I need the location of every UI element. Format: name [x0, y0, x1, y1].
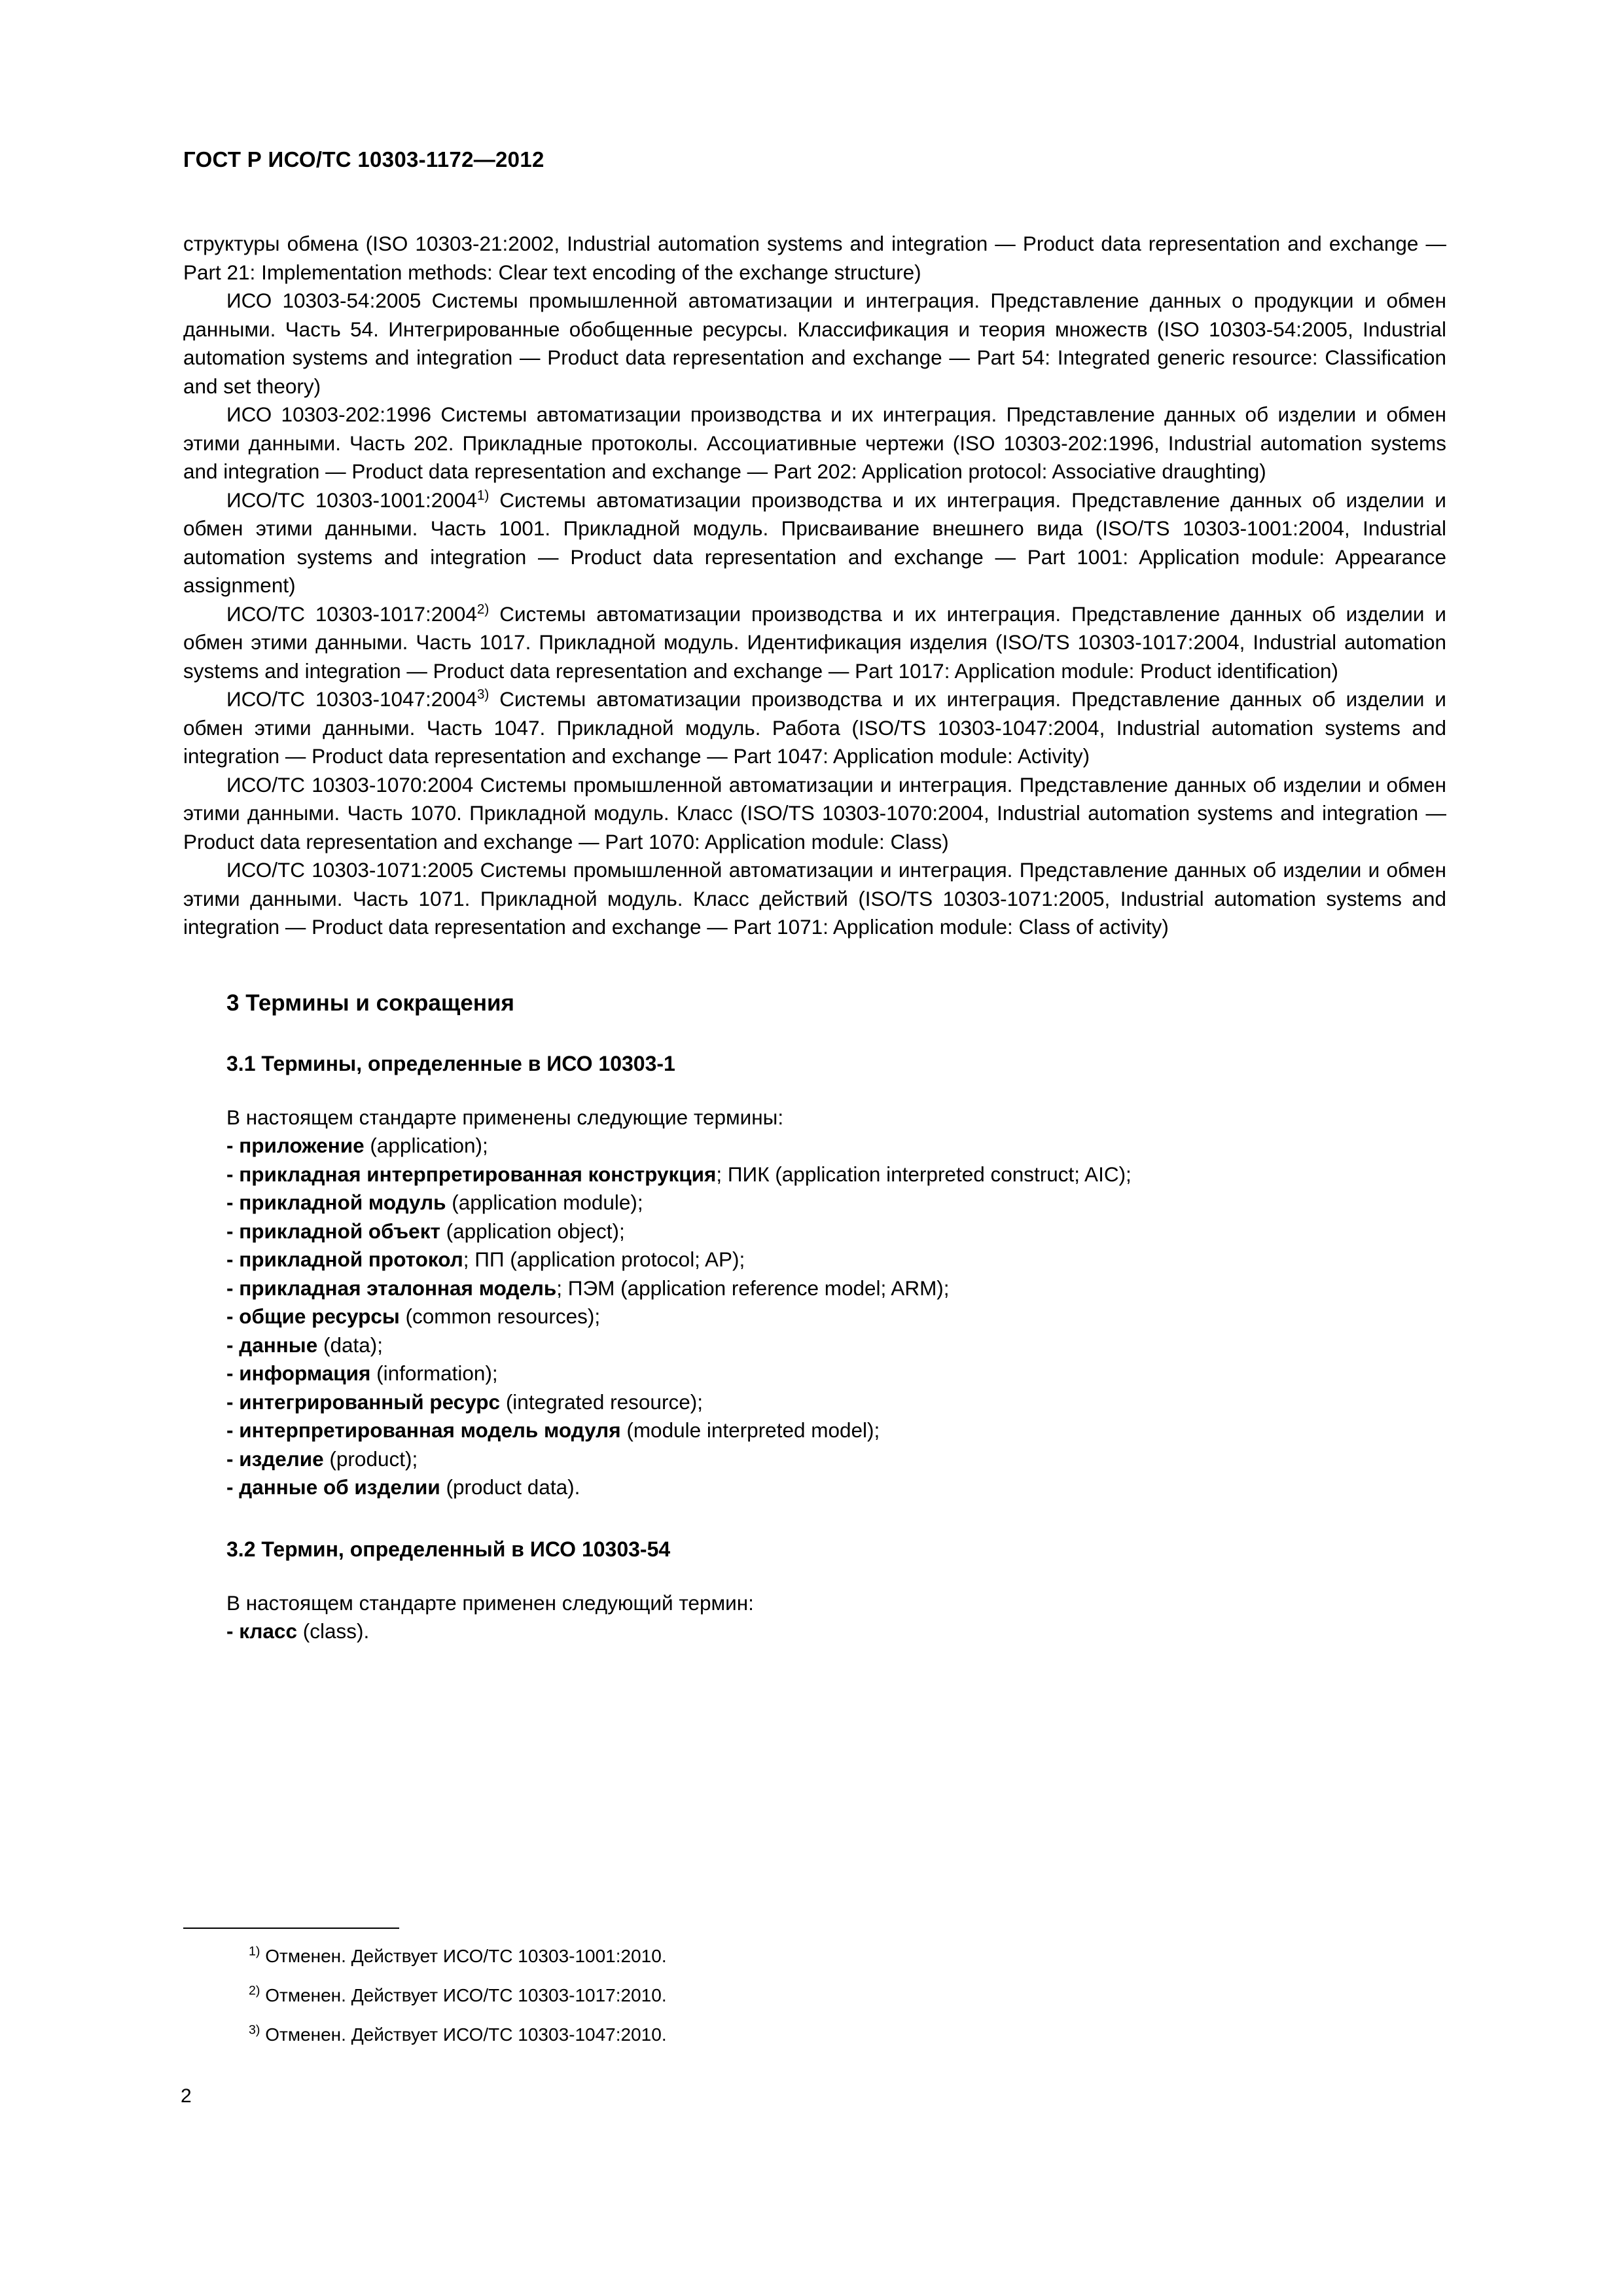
list-item — [226, 1160, 1446, 1189]
section-heading-3: 3 Термины и сокращения — [226, 990, 514, 1016]
list-item — [226, 1217, 1446, 1246]
term-list-3-2 — [226, 1617, 1446, 1646]
paragraph-iso-ts-10303-1070: ИСО/ТС 10303-1070:2004 Системы промышленной автоматизации и интеграция. Представление данных об изделии и обмен этими данными. Часть 1070. Прикладной модуль. Класс (ISO/TS 10303-1070:2004, Industrial automation systems and integration — Product data representation and exchange — Part 1070: Application module: Class) — [183, 772, 1446, 853]
term-definition: (common resources); — [399, 1304, 601, 1328]
footnote-3 — [249, 2022, 1446, 2048]
footnote-marker-3: 3) — [476, 687, 490, 702]
footnote-mark: 1) — [249, 1944, 260, 1959]
term-definition: (application object); — [440, 1219, 625, 1243]
paragraph-iso-10303-202: ИСО 10303-202:1996 Системы автоматизации производства и их интеграция. Представление данных об изделии и обмен этими данными. Часть 202. Прикладные протоколы. Ассоциативные чертежи (ISO 10303-202:1996, Industrial automation systems and integration — Product data representation and exchange — Part 202: Application protocol: Associative draughting) — [183, 403, 1446, 483]
term-name: - интерпретированная модель модуля — [226, 1418, 621, 1442]
list-item — [226, 1388, 1446, 1417]
footnote-mark: 3) — [249, 2022, 260, 2037]
term-definition: (information); — [370, 1361, 498, 1385]
page-number: 2 — [181, 2085, 192, 2107]
footnote-2 — [249, 1982, 1446, 2009]
paragraph-iso-ts-10303-1047 — [183, 685, 1446, 771]
subsection-3-2-lead: В настоящем стандарте применен следующий термин: — [226, 1590, 754, 1615]
list-item — [226, 1189, 1446, 1217]
list-item — [226, 1416, 1446, 1445]
term-name: - прикладная интерпретированная конструкция — [226, 1162, 717, 1186]
paragraph-iso-ts-10303-1017 — [183, 600, 1446, 686]
document-header: ГОСТ Р ИСО/ТС 10303-1172—2012 — [183, 147, 544, 171]
term-definition: (product); — [323, 1446, 418, 1471]
term-name: - данные об изделии — [226, 1475, 440, 1499]
footnote-marker-1: 1) — [476, 488, 490, 503]
footnote-text: Отменен. Действует ИСО/ТС 10303-1047:2010. — [260, 2024, 667, 2045]
term-definition: (application); — [364, 1134, 488, 1157]
footnote-mark: 2) — [249, 1983, 260, 1998]
page-content — [183, 147, 1446, 1646]
list-item — [226, 1274, 1446, 1303]
list-item — [226, 1331, 1446, 1360]
subsection-heading-3-1: 3.1 Термины, определенные в ИСО 10303-1 — [226, 1051, 675, 1075]
footnote-marker-2: 2) — [476, 601, 490, 617]
term-name: - прикладной объект — [226, 1219, 440, 1243]
term-name: - прикладной протокол — [226, 1247, 463, 1271]
term-name: - приложение — [226, 1134, 365, 1157]
standard-reference: ИСО/ТС 10303-1001:2004 — [226, 488, 477, 512]
term-name: - общие ресурсы — [226, 1304, 400, 1328]
list-item — [226, 1246, 1446, 1274]
paragraph-iso-ts-10303-1001 — [183, 486, 1446, 600]
term-definition: ; ПЭМ (application reference model; ARM); — [556, 1276, 950, 1300]
footnote-text: Отменен. Действует ИСО/ТС 10303-1017:2010. — [260, 1985, 667, 2005]
term-definition: ; ПП (application protocol; AP); — [463, 1247, 745, 1271]
term-name: - интегрированный ресурс — [226, 1390, 501, 1414]
footnote-1 — [249, 1943, 1446, 1969]
term-name: - данные — [226, 1333, 318, 1357]
standard-reference: ИСО/ТС 10303-1017:2004 — [226, 601, 477, 626]
term-name: - прикладная эталонная модель — [226, 1276, 557, 1300]
list-item — [226, 1359, 1446, 1388]
list-item — [226, 1445, 1446, 1474]
list-item — [226, 1617, 1446, 1646]
term-name: - класс — [226, 1619, 297, 1643]
term-definition: (module interpreted model); — [620, 1418, 880, 1442]
paragraph-text: Системы автоматизации производства и их интеграция. Представление данных об изделии и обмен этими данными. Часть 1047. Прикладной модуль. Работа (ISO/TS 10303-1047:2004, Industrial automation systems and integration — Product data representation and exchange — Part 1047: Application module: Activity) — [183, 687, 1446, 768]
list-item — [226, 1302, 1446, 1331]
term-definition: (integrated resource); — [500, 1390, 703, 1414]
list-item — [226, 1473, 1446, 1502]
term-name: - прикладной модуль — [226, 1191, 446, 1214]
term-definition: (data); — [317, 1333, 383, 1357]
subsection-3-1-lead: В настоящем стандарте применены следующие термины: — [226, 1105, 784, 1129]
standard-reference: ИСО/ТС 10303-1047:2004 — [226, 687, 477, 711]
paragraph-iso-ts-10303-1071: ИСО/ТС 10303-1071:2005 Системы промышленной автоматизации и интеграция. Представление данных об изделии и обмен этими данными. Часть 1071. Прикладной модуль. Класс действий (ISO/TS 10303-1071:2005, Industrial automation systems and integration — Product data representation and exchange — Part 1071: Application module: Class of activity) — [183, 858, 1446, 939]
term-definition: (application module); — [446, 1191, 643, 1214]
term-definition: (product data). — [440, 1475, 580, 1499]
paragraph-text: Системы автоматизации производства и их интеграция. Представление данных об изделии и обмен этими данными. Часть 1001. Прикладной модуль. Присваивание внешнего вида (ISO/TS 10303-1001:2004, Industrial automation systems and integration — Product data representation and exchange — Part 1001: Application module: Appearance assignment) — [183, 488, 1446, 597]
paragraph-iso-10303-54: ИСО 10303-54:2005 Системы промышленной автоматизации и интеграция. Представление данных о продукции и обмен данными. Часть 54. Интегрированные обобщенные ресурсы. Классификация и теория множеств (ISO 10303-54:2005, Industrial automation systems and integration — Product data representation and exchange — Part 54: Integrated generic resource: Classification and set theory) — [183, 289, 1446, 398]
term-name: - изделие — [226, 1446, 324, 1471]
footnote-text: Отменен. Действует ИСО/ТС 10303-1001:2010. — [260, 1946, 667, 1966]
term-definition: ; ПИК (application interpreted construct; AIC); — [716, 1162, 1132, 1186]
list-item — [226, 1132, 1446, 1160]
term-list-3-1 — [226, 1132, 1446, 1502]
term-name: - информация — [226, 1361, 371, 1385]
paragraph-text: Системы автоматизации производства и их интеграция. Представление данных об изделии и обмен этими данными. Часть 1017. Прикладной модуль. Идентификация изделия (ISO/TS 10303-1017:2004, Industrial automation systems and integration — Product data representation and exchange — Part 1017: Application module: Product identification) — [183, 601, 1446, 683]
term-definition: (class). — [296, 1619, 370, 1643]
footnote-area — [183, 1928, 1446, 2061]
footnote-separator — [183, 1928, 399, 1929]
subsection-heading-3-2: 3.2 Термин, определенный в ИСО 10303-54 — [226, 1537, 671, 1561]
paragraph-exchange-structure: структуры обмена (ISO 10303-21:2002, Industrial automation systems and integration — Product data representation and exchange — Part 21: Implementation methods: Clear text encoding of the exchange structure) — [183, 232, 1446, 284]
